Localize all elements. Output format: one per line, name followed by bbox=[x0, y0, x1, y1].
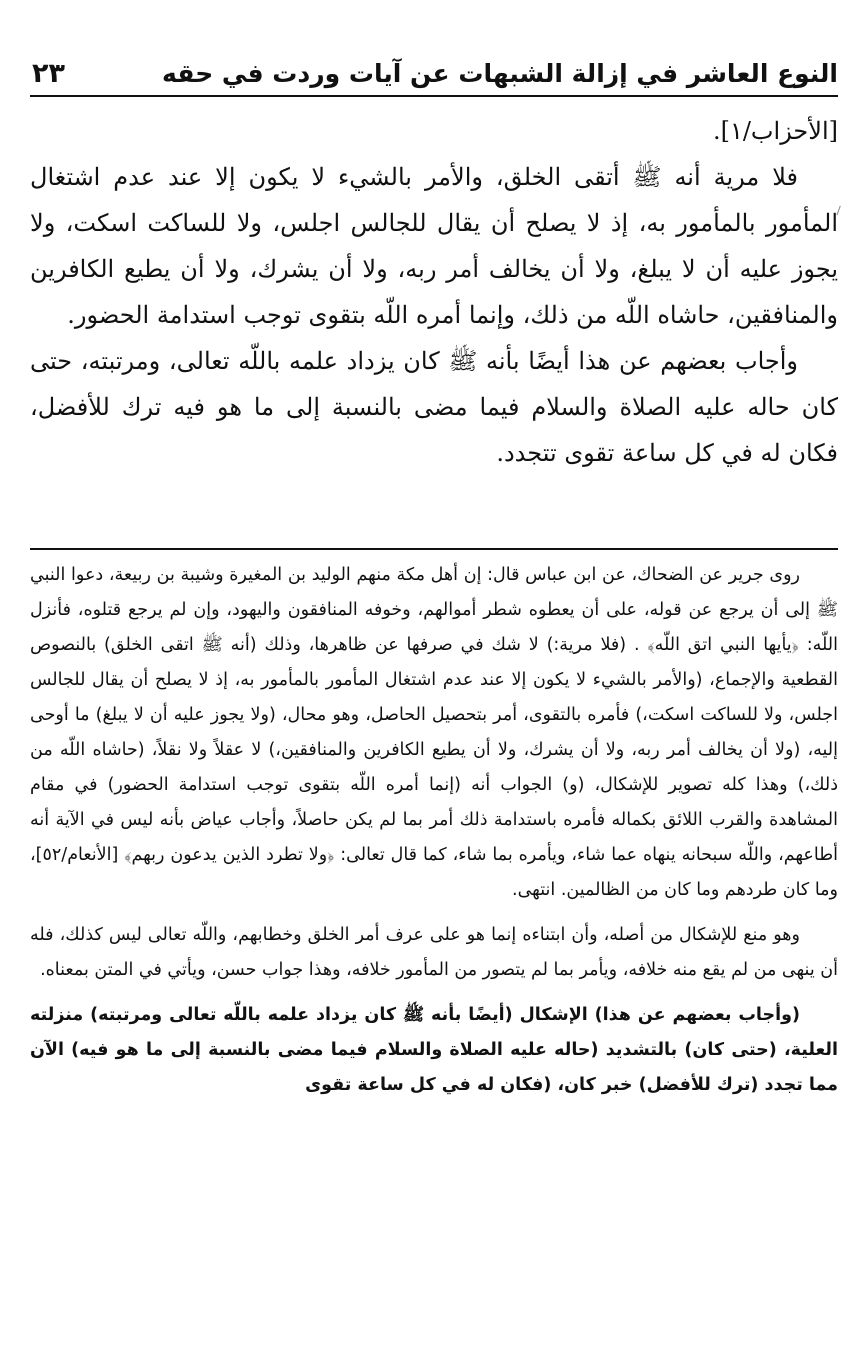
header-divider bbox=[30, 95, 838, 97]
main-text bbox=[30, 108, 838, 476]
main-paragraph: وأجاب بعضهم عن هذا أيضًا بأنه ﷺ كان يزداد علمه باللّه تعالى، ومرتبته، حتى كان حاله عليه الصلاة والسلام فيما مضى بالنسبة إلى ما هو فيه ترك للأفضل، فكان له في كل ساعة تقوى تتجدد. bbox=[30, 347, 838, 467]
footnote-paragraph: وهو منع للإشكال من أصله، وأن ابتناءه إنما هو على عرف أمر الخلق وخطابهم، واللّه تعالى ليس كذلك، فله أن ينهى من لم يقع منه خلافه، ويأمر بما لم يتصور من المأمور خلافه، وهذا جواب حسن، ويأتي في المتن بمعناه. bbox=[30, 925, 838, 980]
main-paragraph: فلا مرية أنه ﷺ أتقى الخلق، والأمر بالشيء لا يكون إلا عند عدم اشتغال المأمور بالمأمور به، إذ لا يصلح أن يقال للجالس اجلس، ولا للساكت اسكت، ولا يجوز عليه أن لا يبلغ، ولا أن يخالف أمر ربه، ولا أن يشرك، ولا أن يطيع الكافرين والمنافقين، حاشاه اللّه من ذلك، وإنما أمره اللّه بتقوى توجب استدامة الحضور. bbox=[30, 163, 838, 329]
page-header bbox=[32, 46, 838, 94]
footnote-paragraph: (وأجاب بعضهم عن هذا) الإشكال (أيضًا بأنه ﷺ كان يزداد علمه باللّه تعالى ومرتبته) منزلته العلية، (حتى كان) بالتشديد (حاله عليه الصلاة والسلام فيما مضى بالنسبة إلى ما هو فيه) الآن مما تجدد (ترك للأفضل) خبر كان، (فكان له في كل ساعة تقوى bbox=[30, 1005, 838, 1095]
running-title: النوع العاشر في إزالة الشبهات عن آيات وردت في حقه bbox=[162, 59, 838, 88]
footnote-divider bbox=[30, 548, 838, 550]
footnote-paragraph: روى جرير عن الضحاك، عن ابن عباس قال: إن أهل مكة منهم الوليد بن المغيرة وشيبة بن ربيعة، دعوا النبي ﷺ إلى أن يرجع عن قوله، على أن يعطوه شطر أموالهم، وخوفه المنافقون واليهود، وإن لم يرجع قتلوه، فأنزل اللّه: ﴿يأيها النبي اتق اللّه﴾ . (فلا مرية:) لا شك في صرفها عن ظاهرها، وذلك (أنه ﷺ اتقى الخلق) بالنصوص القطعية والإجماع، (والأمر بالشيء لا يكون إلا عند عدم اشتغال المأمور بالمأمور به، إذ لا يصلح أن يقال للجالس اجلس، ولا للساكت اسكت،) فأمره بالتقوى، أمر بتحصيل الحاصل، وهو محال، (ولا يجوز عليه أن لا يبلغ) ما أوحى إليه، (ولا أن يخالف أمر ربه، ولا أن يشرك، ولا أن يطيع الكافرين والمنافقين،) لا عقلاً ولا نقلاً، (حاشاه اللّه من ذلك،) وهذا كله تصوير للإشكال، (و) الجواب أنه (إنما أمره اللّه بتقوى توجب استدامة الحضور) في مقام المشاهدة والقرب اللائق بكماله فأمره باستدامة ذلك أمر بما لم يكن حاصلاً، وأجاب عياض بأنه ليس في الآية أنه أطاعهم، واللّه سبحانه ينهاه عما شاء، ويأمره بما شاء، كما قال تعالى: ﴿ولا تطرد الذين يدعون ربهم﴾ [الأنعام/٥٢]، وما كان طردهم وما كان من الظالمين. انتهى. bbox=[30, 565, 838, 900]
commentary-footnotes bbox=[30, 558, 838, 1107]
page-number: ٢٣ bbox=[32, 58, 65, 89]
main-paragraph: [الأحزاب/١]. bbox=[712, 117, 838, 145]
